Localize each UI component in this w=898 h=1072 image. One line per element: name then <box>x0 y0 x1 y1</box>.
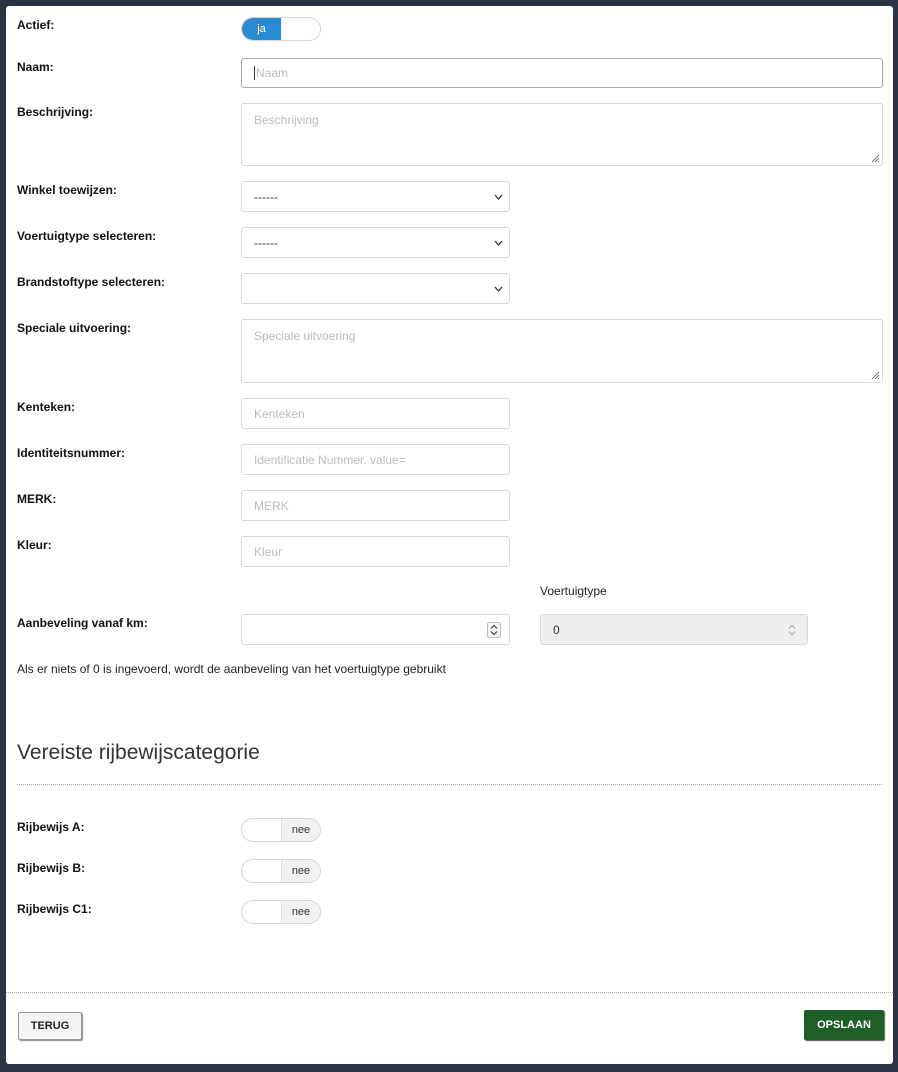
beschrijving-placeholder: Beschrijving <box>254 113 319 127</box>
rijbewijs-section-title: Vereiste rijbewijscategorie <box>17 741 260 764</box>
speciale-placeholder: Speciale uitvoering <box>254 329 356 343</box>
naam-input[interactable] <box>241 58 883 88</box>
voertuigtype-km-label: Voertuigtype <box>540 584 607 598</box>
kenteken-input[interactable] <box>241 398 510 429</box>
aanbeveling-input[interactable] <box>241 614 510 645</box>
speciale-textarea[interactable] <box>241 319 883 383</box>
winkel-label: Winkel toewijzen: <box>17 183 117 197</box>
voertuigtype-value: ------ <box>254 235 278 250</box>
rijbewijs-a-toggle[interactable] <box>241 818 321 842</box>
brandstof-label: Brandstoftype selecteren: <box>17 275 166 289</box>
resize-handle-icon[interactable] <box>870 153 880 163</box>
beschrijving-textarea[interactable] <box>241 103 883 166</box>
kleur-label: Kleur: <box>17 538 52 552</box>
rijbewijs-a-label: Rijbewijs A: <box>17 820 85 834</box>
identiteit-label: Identiteitsnummer: <box>17 446 126 460</box>
voertuigtype-km-input <box>540 614 808 645</box>
identiteit-placeholder: Identificatie Nummer. value= <box>254 452 406 467</box>
number-spinner-icon[interactable] <box>487 622 501 638</box>
number-spinner-icon <box>785 622 799 638</box>
save-button[interactable]: OPSLAAN <box>804 1010 884 1040</box>
rijbewijs-b-toggle-off: nee <box>281 860 320 882</box>
chevron-down-icon <box>494 239 503 247</box>
rijbewijs-c1-toggle-off: nee <box>281 901 320 923</box>
merk-placeholder: MERK <box>254 498 289 513</box>
merk-label: MERK: <box>17 492 57 506</box>
speciale-label: Speciale uitvoering: <box>17 321 132 335</box>
rijbewijs-c1-label: Rijbewijs C1: <box>17 902 92 916</box>
aanbeveling-label: Aanbeveling vanaf km: <box>17 616 148 630</box>
actief-toggle-on: ja <box>242 18 281 40</box>
naam-label: Naam: <box>17 60 54 74</box>
rijbewijs-b-label: Rijbewijs B: <box>17 861 86 875</box>
actief-label: Actief: <box>17 18 55 32</box>
footer-divider <box>6 992 893 993</box>
voertuigtype-label: Voertuigtype selecteren: <box>17 229 157 243</box>
merk-input[interactable] <box>241 490 510 521</box>
kleur-placeholder: Kleur <box>254 544 283 559</box>
kleur-input[interactable] <box>241 536 510 567</box>
form-panel <box>6 6 893 1064</box>
voertuigtype-select[interactable] <box>241 227 510 258</box>
voertuigtype-km-value: 0 <box>553 622 560 637</box>
rijbewijs-a-toggle-off: nee <box>281 819 320 841</box>
kenteken-placeholder: Kenteken <box>254 406 305 421</box>
naam-placeholder: Naam <box>256 66 289 80</box>
winkel-value: ------ <box>254 189 278 204</box>
section-divider <box>17 784 882 785</box>
chevron-down-icon <box>494 193 503 201</box>
rijbewijs-c1-toggle[interactable] <box>241 900 321 924</box>
back-button[interactable]: TERUG <box>18 1012 82 1040</box>
actief-toggle[interactable] <box>241 17 321 41</box>
identiteit-input[interactable] <box>241 444 510 475</box>
aanbeveling-note: Als er niets of 0 is ingevoerd, wordt de aanbeveling van het voertuigtype gebruikt <box>17 662 446 676</box>
winkel-select[interactable] <box>241 181 510 212</box>
resize-handle-icon[interactable] <box>870 370 880 380</box>
brandstof-select[interactable] <box>241 273 510 304</box>
chevron-down-icon <box>494 285 503 293</box>
rijbewijs-b-toggle[interactable] <box>241 859 321 883</box>
beschrijving-label: Beschrijving: <box>17 105 94 119</box>
kenteken-label: Kenteken: <box>17 400 76 414</box>
